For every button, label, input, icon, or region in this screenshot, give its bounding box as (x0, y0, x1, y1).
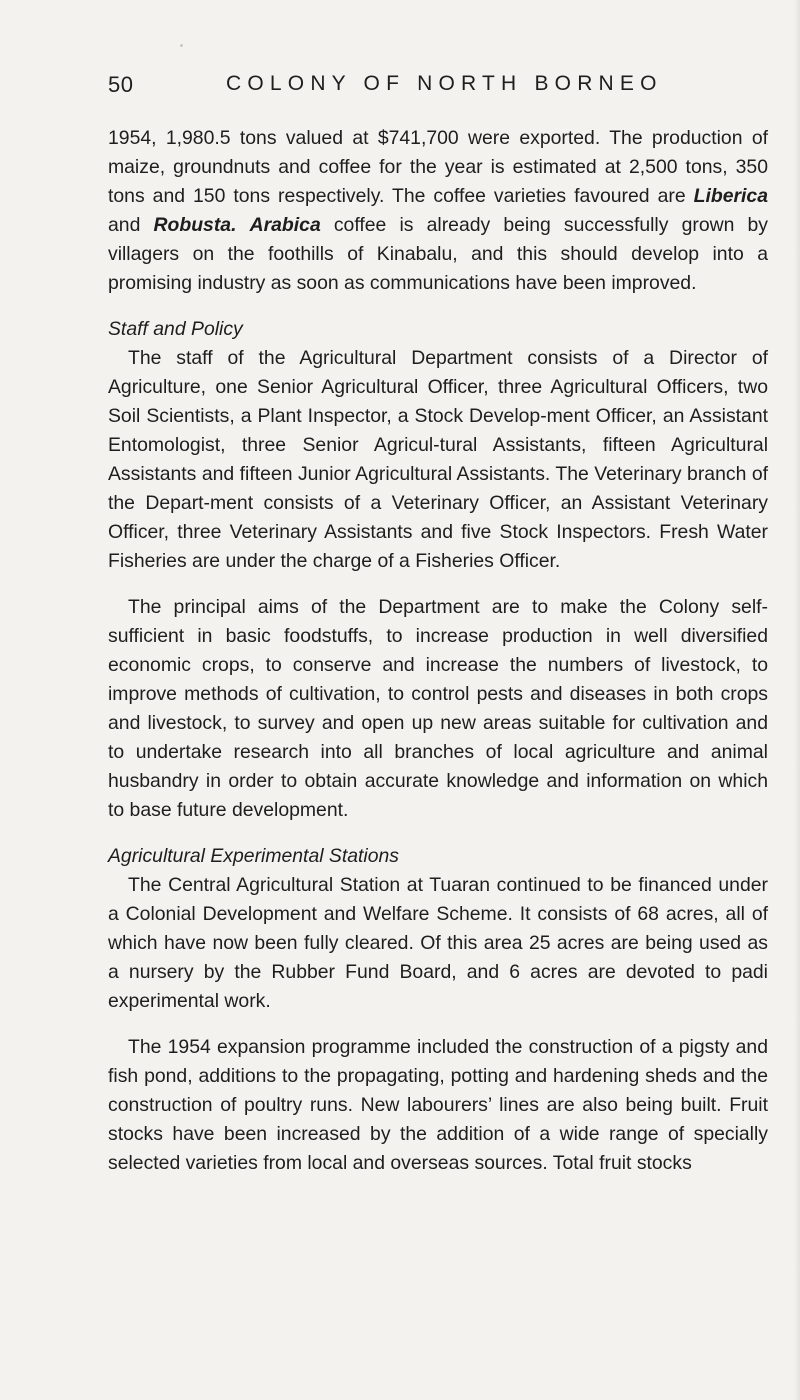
paragraph-4: The Central Agricultural Station at Tuaran continued to be financed under a Colonial Development and Welfare Scheme. It consists of 68 acres, all of which have now been fully cleared. Of this area 25 acres are being used as a nursery by the Rubber Fund Board, and 6 acres are devoted to padi experimental work. (108, 874, 768, 1012)
text-segment: and (108, 214, 154, 236)
page-header (108, 72, 768, 106)
coffee-variety-arabica: Arabica (249, 214, 321, 236)
text-segment: coffee is already being successfully grown by villagers on the foothills of Kinabalu, and this should develop into a promising industry as soon as communications have been improved. (108, 214, 768, 294)
page-body (108, 124, 768, 1178)
scan-speck (180, 44, 183, 47)
section-heading-experimental-stations: Agricultural Experimental Stations (108, 845, 399, 867)
paragraph-5: The 1954 expansion programme included the construction of a pigsty and fish pond, additions to the propagating, potting and hardening sheds and the construction of poultry runs. New labourers’ lines are also being built. Fruit stocks have been increased by the addition of a wide range of specially selected varieties from local and overseas sources. Total fruit stocks (108, 1036, 768, 1174)
coffee-variety-liberica: Liberica (693, 185, 768, 207)
text-segment: 1954, 1,980.5 tons valued at $741,700 were exported. The production of maize, groundnuts and coffee for the year is estimated at 2,500 tons, 350 tons and 150 tons respectively. The coffee varieties favoured are (108, 127, 768, 207)
page-number: 50 (108, 72, 134, 97)
scan-edge-shadow (794, 0, 800, 1400)
paragraph-2: The staff of the Agricultural Department consists of a Director of Agriculture, one Senior Agricultural Officer, three Agricultural Officers, two Soil Scientists, a Plant Inspector, a Stock Develop-ment Officer, an Assistant Entomologist, three Senior Agricul-tural Assistants, fifteen Agricultural Assistants and fifteen Junior Agricultural Assistants. The Veterinary branch of the Depart-ment consists of a Veterinary Officer, an Assistant Veterinary Officer, three Veterinary Assistants and five Stock Inspectors. Fresh Water Fisheries are under the charge of a Fisheries Officer. (108, 347, 768, 572)
paragraph-3: The principal aims of the Department are to make the Colony self-sufficient in basic foodstuffs, to increase production in well diversified economic crops, to conserve and increase the numbers of livestock, to improve methods of cultivation, to control pests and diseases in both crops and livestock, to survey and open up new areas suitable for cultivation and to undertake research into all branches of local agriculture and animal husbandry in order to obtain accurate knowledge and information on which to base future development. (108, 596, 768, 821)
section-heading-staff-policy: Staff and Policy (108, 318, 243, 340)
text-segment (236, 214, 249, 236)
coffee-variety-robusta: Robusta. (153, 214, 237, 236)
running-head: COLONY OF NORTH BORNEO (226, 72, 663, 95)
paragraph-1 (108, 124, 768, 298)
